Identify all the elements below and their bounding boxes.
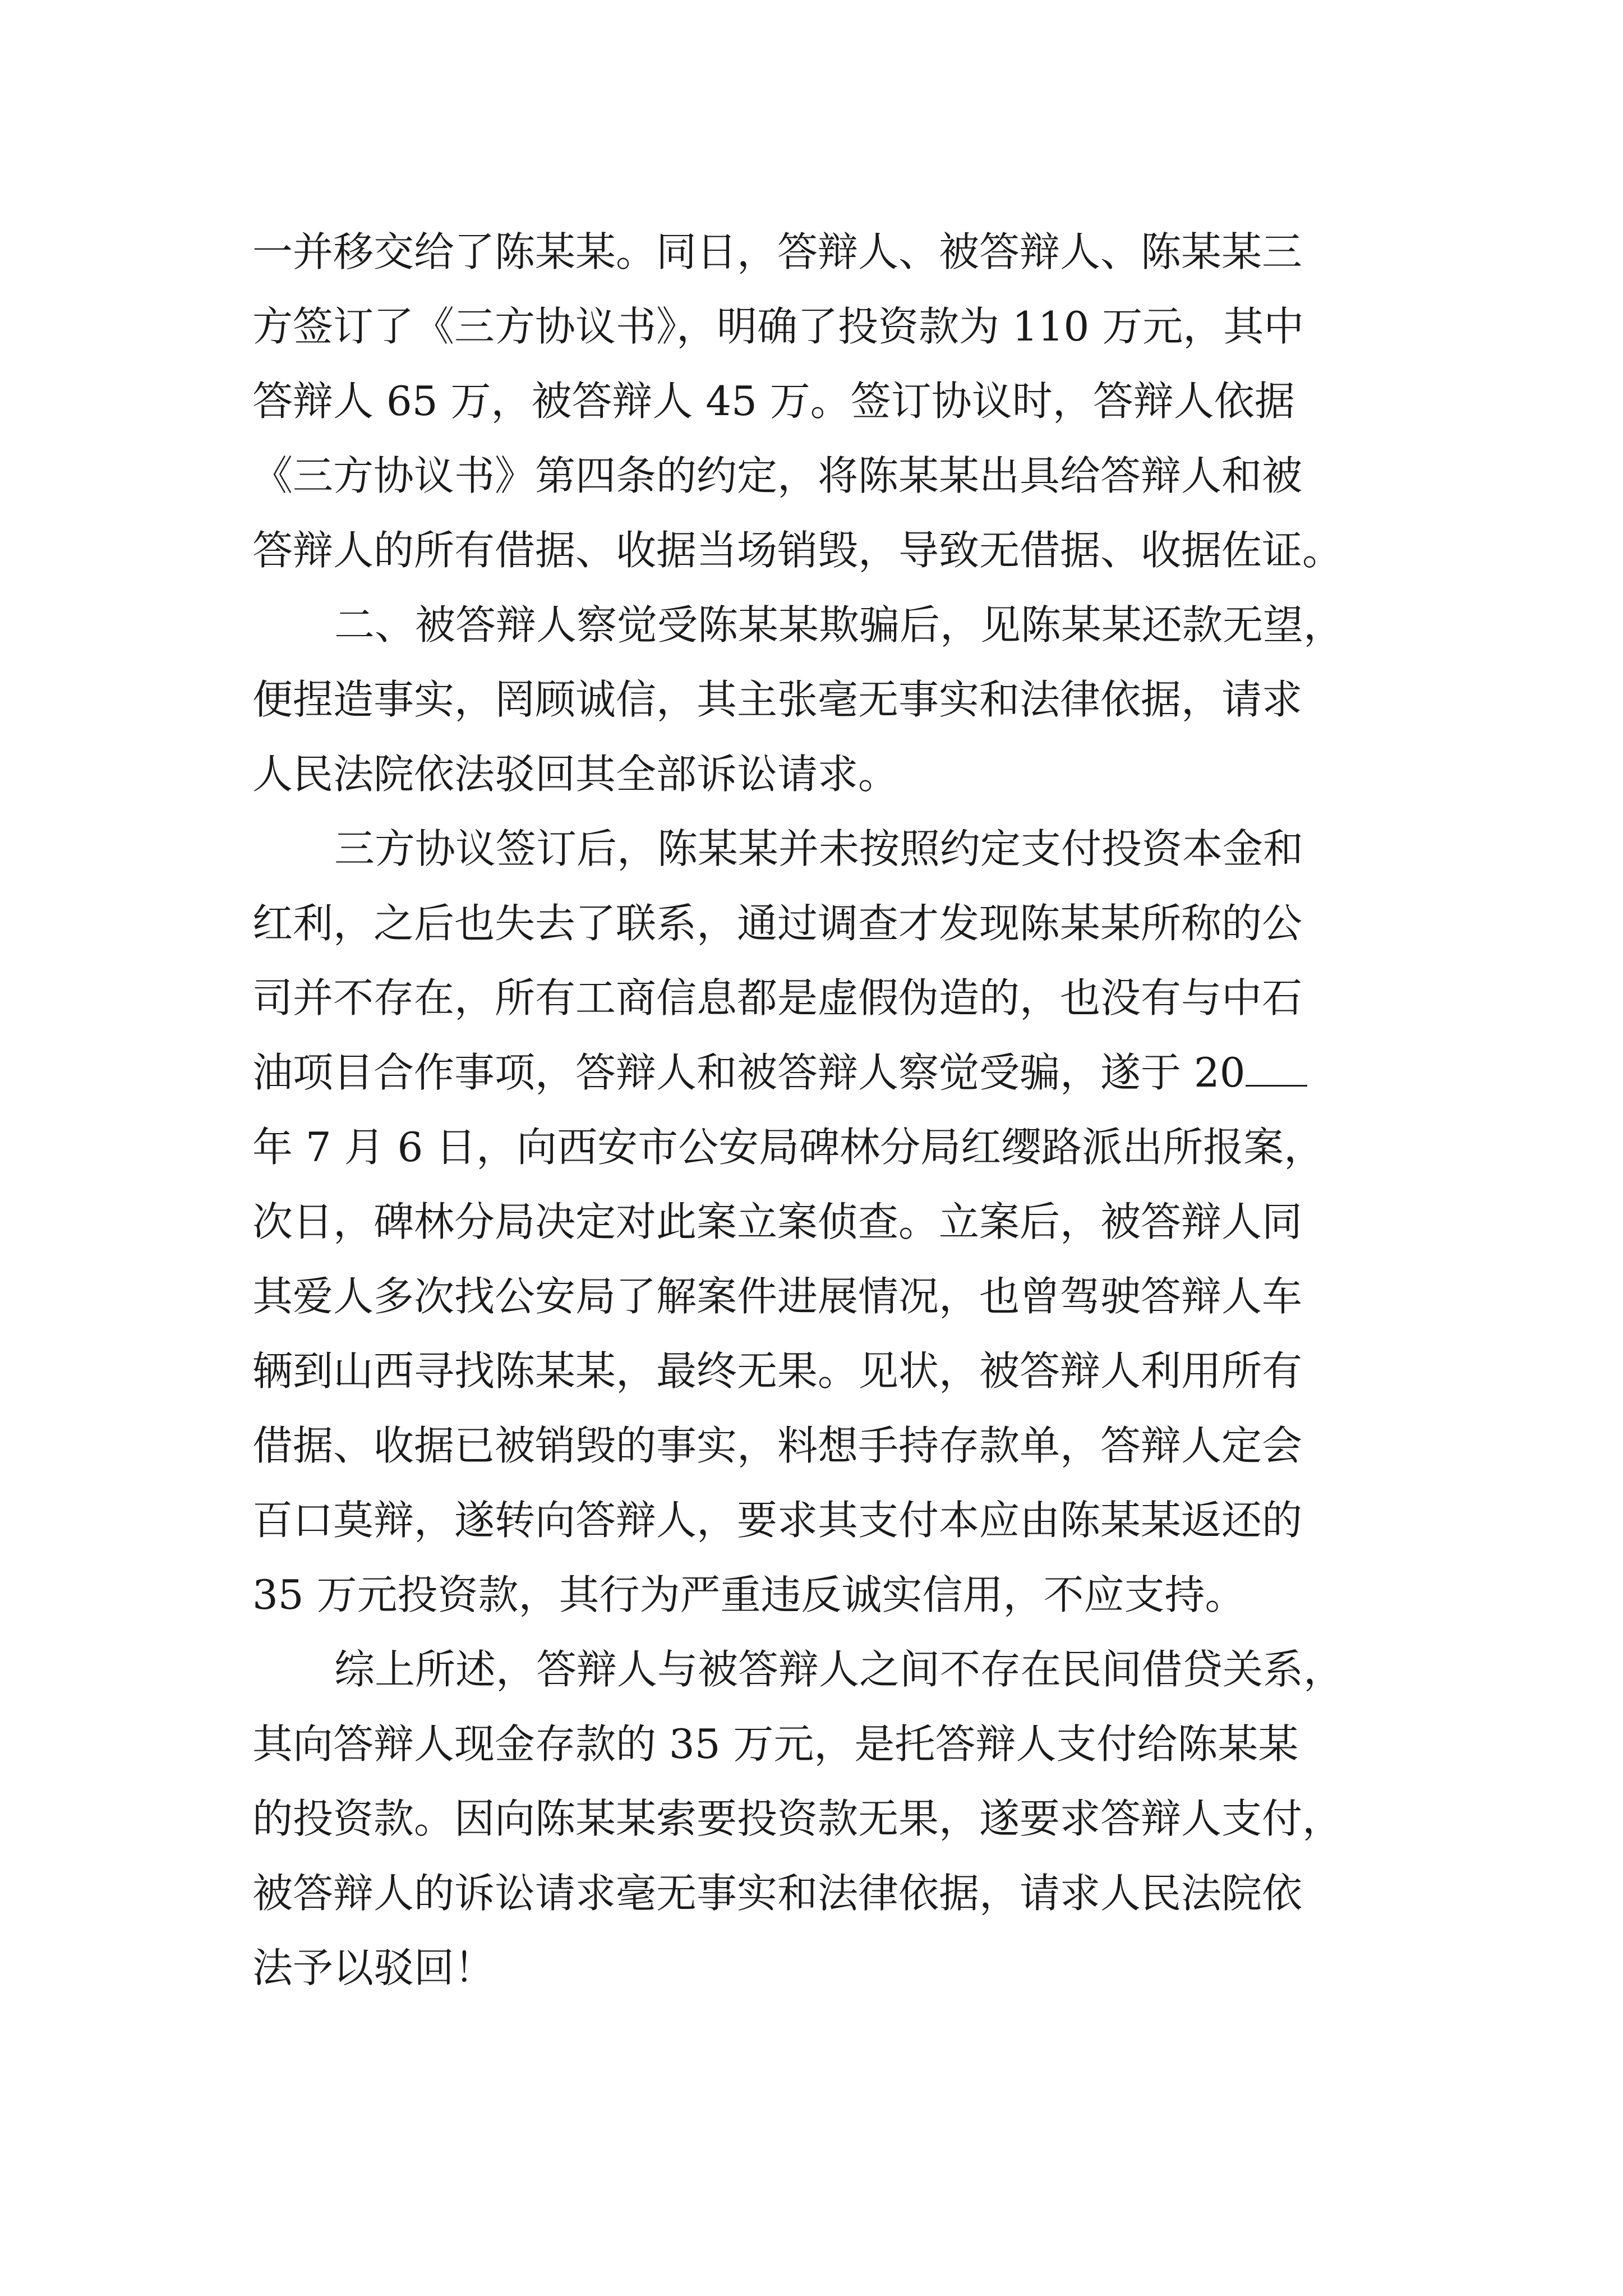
paragraph-start-line: 综上所述，答辩人与被答辩人之间不存在民间借贷关系，: [334, 1646, 1344, 1693]
text-line: 便捏造事实，罔顾诚信，其主张毫无事实和法律依据，请求: [252, 676, 1303, 723]
text-line: 司并不存在，所有工商信息都是虚假伪造的，也没有与中石: [252, 974, 1303, 1022]
text-line: 被答辩人的诉讼请求毫无事实和法律依据，请求人民法院依: [252, 1870, 1303, 1917]
text-line: 其向答辩人现金存款的 35 万元，是托答辩人支付给陈某某: [252, 1720, 1299, 1768]
text-line-with-blank: [252, 1036, 1374, 1110]
paragraph-start-line: 二、被答辩人察觉受陈某某欺骗后，见陈某某还款无望，: [334, 601, 1344, 648]
text-line: 人民法院依法驳回其全部诉讼请求。: [252, 751, 899, 798]
text-line: 答辩人的所有借据、收据当场销毁，导致无借据、收据佐证。: [252, 527, 1343, 574]
text-line: 方签订了《三方协议书》，明确了投资款为 110 万元，其中: [252, 303, 1304, 350]
text-line: 法予以驳回！: [252, 1944, 495, 1991]
text-line: 的投资款。因向陈某某索要投资款无果，遂要求答辩人支付，: [252, 1795, 1343, 1842]
text-line: 年 7 月 6 日，向西安市公安局碑林分局红缨路派出所报案，: [252, 1124, 1325, 1171]
text-line: 借据、收据已被销毁的事实，料想手持存款单，答辩人定会: [252, 1422, 1303, 1469]
paragraph-start-line: 三方协议签订后，陈某某并未按照约定支付投资本金和: [334, 825, 1304, 872]
text-line: 百口莫辩，遂转向答辩人，要求其支付本应由陈某某返还的: [252, 1497, 1303, 1544]
text-line: 其爱人多次找公安局了解案件进展情况，也曾驾驶答辩人车: [252, 1273, 1303, 1320]
text-line: 一并移交给了陈某某。同日，答辩人、被答辩人、陈某某三: [252, 228, 1303, 275]
text-line: 35 万元投资款，其行为严重违反诚实信用，不应支持。: [252, 1571, 1246, 1618]
fill-in-blank: [1246, 1050, 1307, 1087]
text-line: 答辩人 65 万，被答辩人 45 万。签订协议时，答辩人依据: [252, 378, 1295, 425]
text-line: 辆到山西寻找陈某某，最终无果。见状，被答辩人利用所有: [252, 1347, 1303, 1395]
text-segment: 油项目合作事项，答辩人和被答辩人察觉受骗，遂于 20: [252, 1049, 1246, 1096]
text-line: 《三方协议书》第四条的约定，将陈某某出具给答辩人和被: [252, 452, 1303, 499]
text-line: 红利，之后也失去了联系，通过调查才发现陈某某所称的公: [252, 900, 1303, 947]
document-body: [252, 215, 1374, 2005]
text-line: 次日，碑林分局决定对此案立案侦查。立案后，被答辩人同: [252, 1198, 1303, 1245]
